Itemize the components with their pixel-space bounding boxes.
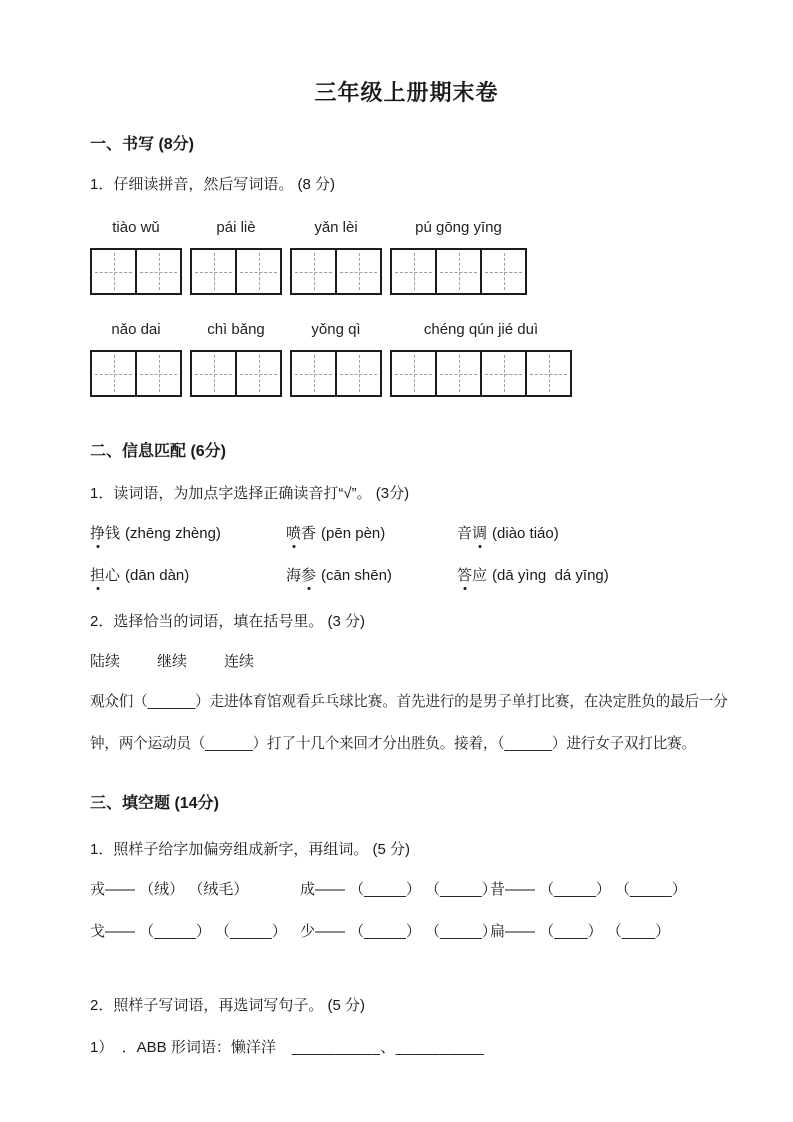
fill-in-passage bbox=[90, 691, 728, 755]
derive-item: 戈—— （_____） （_____） bbox=[90, 923, 287, 940]
derive-item: 戎—— （绒） （绒毛） bbox=[90, 881, 249, 898]
dotted-char: 挣 bbox=[90, 523, 105, 545]
passage-line-1: 观众们（______）走进体育馆观看乒乓球比赛。首先进行的是男子单打比赛，在决定胜负的最后一分 bbox=[90, 694, 728, 710]
dotted-char: 答 bbox=[457, 565, 472, 587]
writing-cells-group bbox=[90, 350, 182, 397]
writing-cell[interactable] bbox=[290, 350, 337, 397]
pinyin-choices: (diào tiáo) bbox=[492, 525, 559, 542]
word-options bbox=[90, 651, 723, 673]
section3-question1: 1．照样子给字加偏旁组成新字，再组词。 (5 分) bbox=[90, 841, 411, 858]
writing-group bbox=[90, 320, 182, 397]
section2-question1: 1．读词语，为加点字选择正确读音打“√”。 (3分) bbox=[90, 485, 410, 502]
section1-heading: 一、书写 (8分) bbox=[90, 136, 195, 153]
pinyin-choices: (dā yìng dá yīng) bbox=[492, 567, 609, 584]
section1-question1: 1．仔细读拼音，然后写词语。 (8 分) bbox=[90, 176, 336, 193]
derive-item: 扁—— （____） （____） bbox=[490, 923, 671, 940]
writing-cell[interactable] bbox=[135, 350, 182, 397]
writing-cell[interactable] bbox=[290, 248, 337, 295]
writing-cell[interactable] bbox=[90, 350, 137, 397]
pronunciation-word-list bbox=[90, 523, 723, 587]
dotted-char: 喷 bbox=[286, 523, 301, 545]
writing-cell[interactable] bbox=[235, 350, 282, 397]
passage-line-2: 钟，两个运动员（______）打了十几个来回才分出胜负。接着，（______）进行女子双打比赛。 bbox=[90, 736, 696, 752]
word-text: 音 bbox=[457, 525, 473, 542]
pinyin-label: tiào wǔ bbox=[112, 219, 160, 236]
option-word: 连续 bbox=[224, 653, 255, 670]
writing-row-2 bbox=[90, 320, 723, 397]
writing-group bbox=[390, 320, 572, 397]
radical-derivation-grid bbox=[90, 879, 723, 943]
writing-cell[interactable] bbox=[435, 248, 482, 295]
writing-cell[interactable] bbox=[335, 350, 382, 397]
pinyin-label: yǎn lèi bbox=[314, 219, 358, 236]
derive-item: 昔—— （_____） （_____） bbox=[490, 881, 687, 898]
writing-cell[interactable] bbox=[235, 248, 282, 295]
pinyin-label: nǎo dai bbox=[111, 321, 161, 338]
derive-item: 少—— （_____） （_____） bbox=[300, 923, 497, 940]
pinyin-choices: (cān shēn) bbox=[321, 567, 392, 584]
abb-words-line bbox=[90, 1037, 723, 1059]
writing-cells-group bbox=[190, 350, 282, 397]
word-text: 海 bbox=[286, 567, 302, 584]
abb-label: 1） ．ABB 形词语：懒洋洋 bbox=[90, 1039, 276, 1056]
word-text: 钱 bbox=[105, 525, 121, 542]
writing-cell[interactable] bbox=[135, 248, 182, 295]
writing-cell[interactable] bbox=[525, 350, 572, 397]
word-text: 应 bbox=[472, 567, 488, 584]
writing-group bbox=[90, 218, 182, 295]
writing-cells-group bbox=[290, 350, 382, 397]
writing-group bbox=[290, 218, 382, 295]
word-item bbox=[286, 565, 457, 587]
option-word: 陆续 bbox=[90, 653, 121, 670]
writing-cells-group bbox=[290, 248, 382, 295]
pinyin-choices: (pēn pèn) bbox=[321, 525, 386, 542]
writing-group bbox=[390, 218, 527, 295]
writing-group bbox=[190, 320, 282, 397]
section3-question2: 2．照样子写词语，再选词写句子。 (5 分) bbox=[90, 997, 366, 1014]
writing-cell[interactable] bbox=[435, 350, 482, 397]
pinyin-label: yǒng qì bbox=[311, 321, 361, 338]
writing-cells-group bbox=[390, 350, 572, 397]
section3-heading: 三、填空题 (14分) bbox=[90, 795, 219, 812]
word-item bbox=[457, 565, 723, 587]
pinyin-label: chì bǎng bbox=[207, 321, 265, 338]
writing-cell[interactable] bbox=[390, 350, 437, 397]
word-item bbox=[457, 523, 723, 545]
word-item bbox=[90, 565, 286, 587]
writing-group bbox=[190, 218, 282, 295]
pinyin-choices: (dān dàn) bbox=[125, 567, 190, 584]
dotted-char: 担 bbox=[90, 565, 105, 587]
writing-cell[interactable] bbox=[480, 248, 527, 295]
option-word: 继续 bbox=[157, 653, 188, 670]
word-text: 心 bbox=[105, 567, 121, 584]
page-title: 三年级上册期末卷 bbox=[314, 80, 499, 105]
writing-cell[interactable] bbox=[335, 248, 382, 295]
abb-blanks: __________、__________ bbox=[291, 1039, 485, 1056]
writing-group bbox=[290, 320, 382, 397]
writing-cell[interactable] bbox=[390, 248, 437, 295]
writing-row-1 bbox=[90, 218, 723, 295]
section2-heading: 二、信息匹配 (6分) bbox=[90, 443, 227, 460]
dotted-char: 参 bbox=[301, 565, 316, 587]
pinyin-label: chéng qún jié duì bbox=[423, 321, 539, 338]
word-text: 香 bbox=[301, 525, 317, 542]
word-item bbox=[90, 523, 286, 545]
pinyin-label: pái liè bbox=[216, 219, 256, 236]
derive-item: 成—— （_____） （_____） bbox=[300, 881, 497, 898]
writing-cell[interactable] bbox=[190, 350, 237, 397]
pinyin-choices: (zhēng zhèng) bbox=[125, 525, 221, 542]
writing-cells-group bbox=[190, 248, 282, 295]
writing-cells-group bbox=[390, 248, 527, 295]
writing-cell[interactable] bbox=[190, 248, 237, 295]
section2-question2: 2．选择恰当的词语，填在括号里。 (3 分) bbox=[90, 613, 366, 630]
writing-cells-group bbox=[90, 248, 182, 295]
dotted-char: 调 bbox=[472, 523, 487, 545]
writing-cell[interactable] bbox=[90, 248, 137, 295]
writing-cell[interactable] bbox=[480, 350, 527, 397]
pinyin-label: pú gōng yīng bbox=[415, 219, 502, 236]
word-item bbox=[286, 523, 457, 545]
